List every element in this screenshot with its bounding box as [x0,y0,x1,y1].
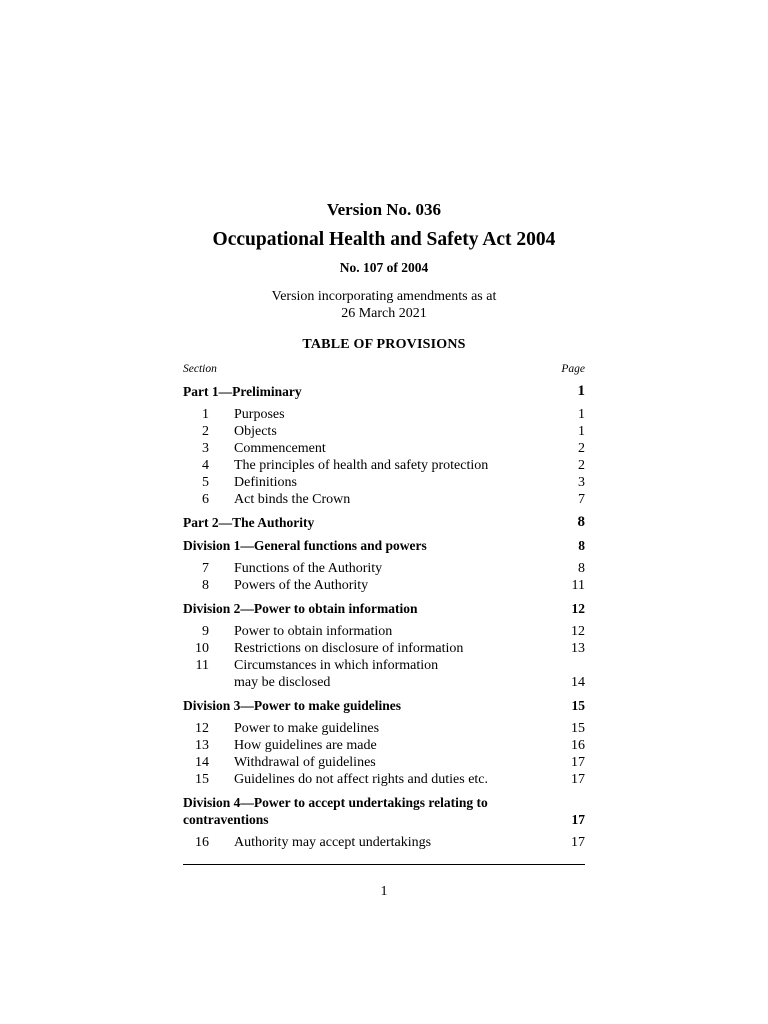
part-page: 1 [577,383,585,399]
toc-item[interactable] [183,491,585,508]
section-title: Objects [234,424,277,439]
section-page: 16 [571,738,585,753]
section-number: 14 [195,755,209,770]
section-title: Withdrawal of guidelines [234,755,376,770]
division-page: 15 [571,698,585,713]
toc-item[interactable] [183,720,585,737]
division-title: Division 4—Power to accept undertakings relating to contraventions [183,795,488,827]
section-page: 17 [571,755,585,770]
section-page: 13 [571,641,585,656]
part-page: 8 [577,514,585,530]
division-title: Division 2—Power to obtain information [183,601,418,616]
section-number: 8 [202,578,209,593]
section-page: 7 [578,492,585,507]
act-number: No. 107 of 2004 [339,260,429,275]
section-number: 3 [202,441,209,456]
section-page: 2 [578,441,585,456]
column-headings [183,361,585,377]
section-page: 1 [578,407,585,422]
part-title: Part 2—The Authority [183,515,315,530]
division-page: 12 [571,601,585,616]
toc-item[interactable] [183,754,585,771]
section-number: 2 [202,424,209,439]
toc-division-3[interactable] [183,697,585,714]
section-page: 11 [571,578,585,593]
toc-item[interactable] [183,657,585,691]
section-number: 9 [202,624,209,639]
footer-divider [183,864,585,865]
section-page: 12 [571,624,585,639]
section-number: 5 [202,475,209,490]
section-page: 14 [571,675,585,690]
section-title: Authority may accept undertakings [234,835,432,850]
division-title: Division 3—Power to make guidelines [183,698,402,713]
toc-item[interactable] [183,623,585,640]
section-title: The principles of health and safety protection [234,458,489,473]
part-title: Part 1—Preliminary [183,384,302,399]
toc-division-2[interactable] [183,600,585,617]
section-page: 2 [578,458,585,473]
document-page [183,198,585,865]
toc-division-4[interactable] [183,794,585,828]
division-title: Division 1—General functions and powers [183,538,427,553]
division-2-items [183,623,585,691]
toc-item[interactable] [183,577,585,594]
section-title: Guidelines do not affect rights and duties etc. [234,772,489,787]
section-page: 17 [571,835,585,850]
toc-item[interactable] [183,457,585,474]
toc-item[interactable] [183,440,585,457]
incorporation-note-line1: Version incorporating amendments as at [271,289,497,304]
section-title: Circumstances in which information may be disclosed [234,658,439,690]
section-title: Definitions [234,475,297,490]
section-number: 1 [202,407,209,422]
toc-item[interactable] [183,771,585,788]
section-page: 8 [578,561,585,576]
section-title: Power to make guidelines [234,721,380,736]
section-title: How guidelines are made [234,738,377,753]
toc-item[interactable] [183,406,585,423]
section-title: Purposes [234,407,285,422]
section-number: 11 [195,658,209,673]
section-number: 12 [195,721,209,736]
section-page: 3 [578,475,585,490]
page-number: 1 [380,884,388,899]
division-4-items [183,834,585,851]
toc-item[interactable] [183,737,585,754]
section-number: 10 [195,641,209,656]
section-title: Powers of the Authority [234,578,369,593]
incorporation-date: 26 March 2021 [341,306,427,321]
toc-item[interactable] [183,474,585,491]
section-page: 17 [571,772,585,787]
section-page: 15 [571,721,585,736]
version-number: Version No. 036 [326,200,442,219]
toc-item[interactable] [183,560,585,577]
division-3-items [183,720,585,788]
page-column-label: Page [561,363,585,375]
act-title: Occupational Health and Safety Act 2004 [212,229,556,250]
section-column-label: Section [183,363,217,375]
section-page: 1 [578,424,585,439]
toc-division-1[interactable] [183,537,585,554]
toc-part-1[interactable] [183,383,585,400]
section-number: 4 [202,458,209,473]
section-number: 6 [202,492,209,507]
section-title: Restrictions on disclosure of information [234,641,464,656]
toc-item[interactable] [183,423,585,440]
toc-item[interactable] [183,834,585,851]
section-title: Act binds the Crown [234,492,351,507]
division-page: 17 [571,812,585,827]
section-number: 15 [195,772,209,787]
section-number: 13 [195,738,209,753]
section-title: Power to obtain information [234,624,393,639]
division-1-items [183,560,585,594]
toc-part-2[interactable] [183,514,585,531]
section-title: Commencement [234,441,326,456]
part-1-items [183,406,585,508]
toc-item[interactable] [183,640,585,657]
section-title: Functions of the Authority [234,561,383,576]
incorporation-note [183,288,585,322]
toc-heading: TABLE OF PROVISIONS [302,337,466,352]
division-page: 8 [578,538,585,553]
section-number: 7 [202,561,209,576]
section-number: 16 [195,835,209,850]
